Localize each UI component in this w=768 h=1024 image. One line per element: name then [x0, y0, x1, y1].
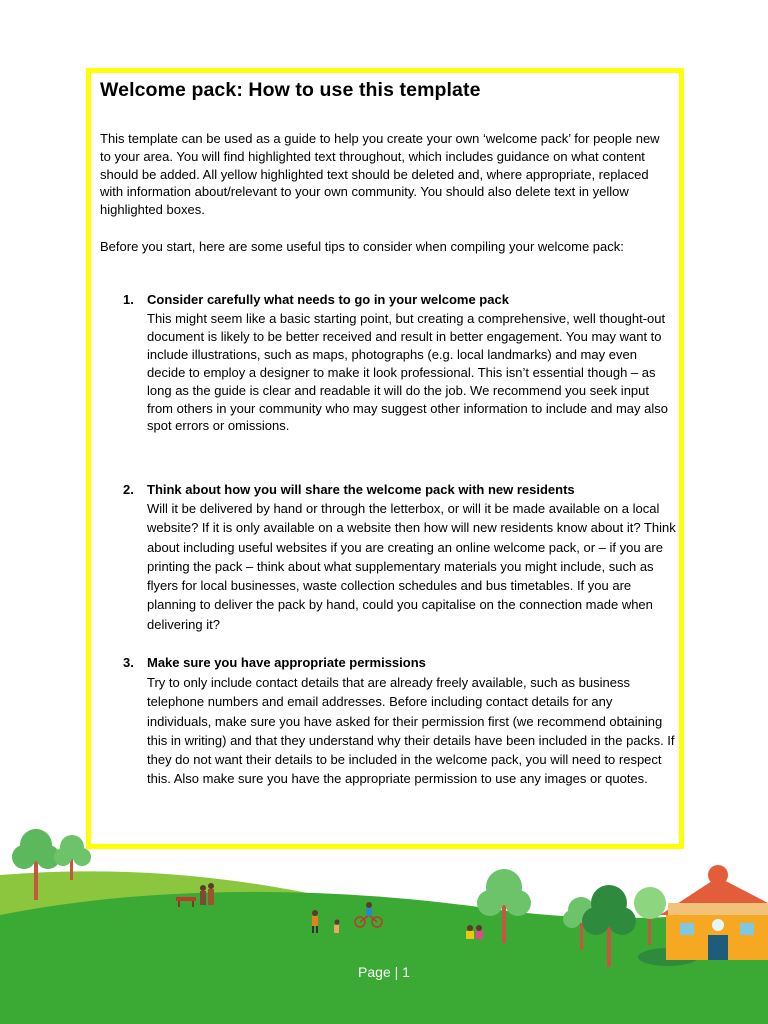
tip-body: Try to only include contact details that are already freely available, such as business telephone numbers and email addresses. Before including contact details for any individuals, make sure you have asked for their permission first (we recommend obtaining this in writing) and that they understand why their details have been included in the packs. If they do not want their details to be included in the welcome pack, you will need to respect this. Also make sure you have the appropriate permission to use any images or quotes.	[147, 675, 675, 787]
tip-body: Will it be delivered by hand or through the letterbox, or will it be made available on a local website? If it is only available on a website then how will new residents know about it? Think about including useful websites if you are creating an online welcome pack, or – if you are printing the pack – think about what supplementary materials you might include, such as flyers for local businesses, waste collection schedules and bus timetables. If you are planning to deliver the pack by hand, could you capitalise on the connection made when delivering it?	[147, 501, 676, 632]
tip-number: 1.	[123, 292, 134, 307]
tip-title: Think about how you will share the welcome pack with new residents	[147, 482, 575, 497]
tip-title: Consider carefully what needs to go in your welcome pack	[147, 292, 509, 307]
page-title: Welcome pack: How to use this template	[100, 79, 481, 101]
tip-number: 3.	[123, 655, 134, 670]
tip-title: Make sure you have appropriate permissions	[147, 655, 426, 670]
tip-number: 2.	[123, 482, 134, 497]
house-icon	[660, 865, 768, 960]
lead-in-paragraph: Before you start, here are some useful tips to consider when compiling your welcome pack:	[100, 239, 624, 254]
intro-paragraph: This template can be used as a guide to help you create your own ‘welcome pack’ for people new to your area. You will find highlighted text throughout, which includes guidance on what content should be added. All yellow highlighted text should be deleted and, where appropriate, replaced with information about/relevant to your own community. You should also delete text in yellow highlighted boxes.	[100, 131, 660, 218]
landscape-illustration	[0, 815, 768, 1024]
person-icon	[334, 920, 340, 934]
tip-body: This might seem like a basic starting point, but creating a comprehensive, well thought-out document is likely to be better received and result in better engagement. You may want to include illustrations, such as maps, photographs (e.g. local landmarks) and may even decide to employ a designer to make it look professional. This isn’t essential though – as long as the guide is clear and readable it will do the job. We recommend you seek input from others in your community who may suggest other information to include and may also spot errors or omissions.	[147, 311, 668, 434]
page-number: Page | 1	[358, 964, 410, 980]
